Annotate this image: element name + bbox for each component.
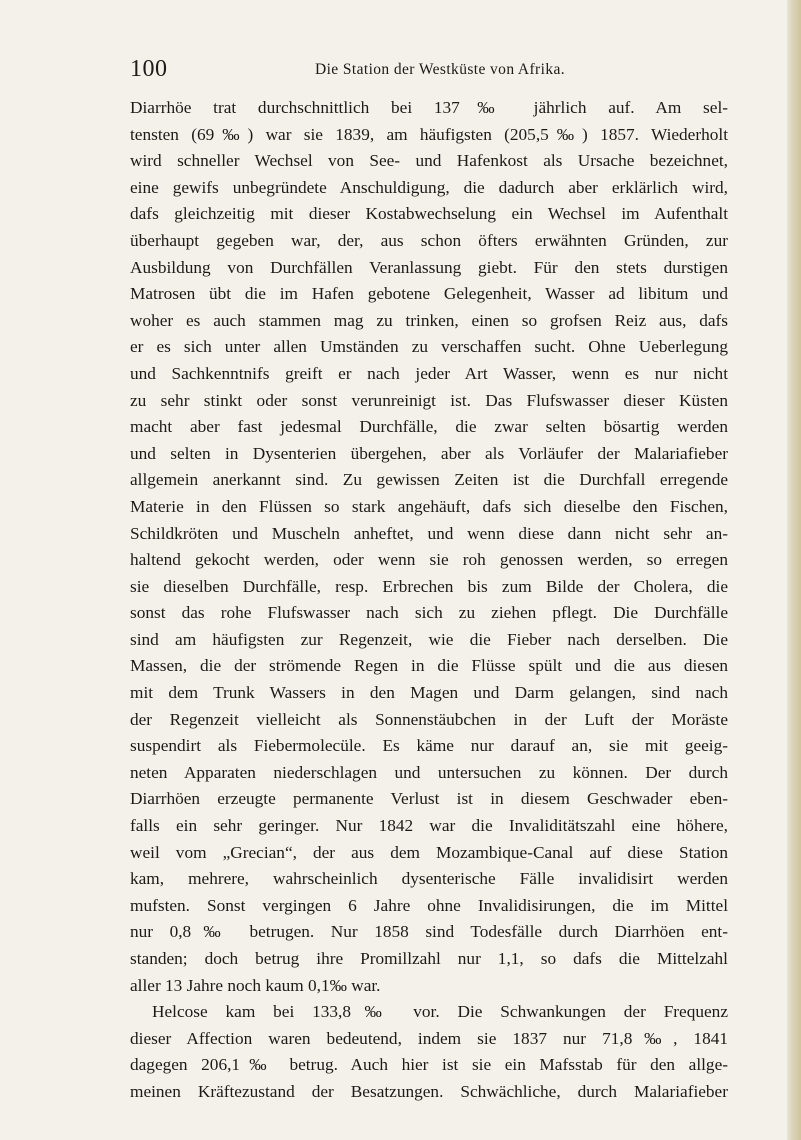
text-line: und Sachkenntnifs greift er nach jeder Art Wasser, wenn es nur nicht — [130, 363, 728, 383]
text-line: kam, mehrere, wahrscheinlich dysenterische Fälle invalidisirt werden — [130, 869, 728, 889]
text-line: Helcose kam bei 133,8‰ vor. Die Schwankungen der Frequenz — [152, 1002, 728, 1022]
text-line: und selten in Dysenterien übergehen, aber als Vorläufer der Malariafieber — [130, 443, 728, 463]
text-line: weil vom „Grecian“, der aus dem Mozambique-Canal auf diese Station — [130, 842, 728, 862]
text-line: Diarrhöen erzeugte permanente Verlust ist in diesem Geschwader eben- — [130, 789, 728, 809]
text-line: macht aber fast jedesmal Durchfälle, die zwar selten bösartig werden — [130, 417, 728, 437]
text-line: suspendirt als Fiebermolecüle. Es käme nur darauf an, sie mit geeig- — [130, 736, 728, 756]
text-line: Ausbildung von Durchfällen Veranlassung giebt. Für den stets durstigen — [130, 257, 728, 277]
text-line: neten Apparaten niederschlagen und untersuchen zu können. Der durch — [130, 762, 728, 782]
text-line: mit dem Trunk Wassers in den Magen und Darm gelangen, sind nach — [130, 683, 728, 703]
text-line: dagegen 206,1‰ betrug. Auch hier ist sie ein Mafsstab für den allge- — [130, 1055, 728, 1075]
text-line: standen; doch betrug ihre Promillzahl nur 1,1, so dafs die Mittelzahl — [130, 949, 728, 968]
text-line: eine gewifs unbegründete Anschuldigung, die dadurch aber erklärlich wird, — [130, 177, 728, 197]
text-line: zu sehr stinkt oder sonst verunreinigt ist. Das Flufswasser dieser Küsten — [130, 390, 728, 410]
text-line: Materie in den Flüssen so stark angehäuft, dafs sich dieselbe den Fischen, — [130, 496, 728, 516]
text-line: wird schneller Wechsel von See- und Hafenkost als Ursache bezeichnet, — [130, 151, 728, 171]
text-line: der Regenzeit vielleicht als Sonnenstäubchen in der Luft der Moräste — [130, 709, 728, 729]
text-line: allgemein anerkannt sind. Zu gewissen Zeiten ist die Durchfall erregende — [130, 470, 728, 490]
page-edge — [787, 0, 801, 1140]
text-line: haltend gekocht werden, oder wenn sie roh genossen werden, so erregen — [130, 550, 728, 570]
text-line: Matrosen übt die im Hafen gebotene Gelegenheit, Wasser ad libitum und — [130, 284, 728, 304]
running-title: Die Station der Westküste von Afrika. — [315, 61, 566, 78]
text-line: Diarrhöe trat durchschnittlich bei 137‰ jährlich auf. Am sel- — [130, 98, 728, 117]
text-line: sonst das rohe Flufswasser nach sich zu ziehen pflegt. Die Durchfälle — [130, 603, 728, 623]
text-line: aller 13 Jahre noch kaum 0,1‰ war. — [130, 975, 381, 995]
text-line: meinen Kräftezustand der Besatzungen. Schwächliche, durch Malariafieber — [130, 1081, 728, 1101]
text-line: woher es auch stammen mag zu trinken, einen so grofsen Reiz aus, dafs — [130, 310, 728, 330]
text-line: er es sich unter allen Umständen zu verschaffen sucht. Ohne Ueberlegung — [130, 337, 728, 357]
text-line: nur 0,8‰ betrugen. Nur 1858 sind Todesfälle durch Diarrhöen ent- — [130, 922, 728, 942]
page-number: 100 — [130, 56, 168, 82]
text-line: dieser Affection waren bedeutend, indem sie 1837 nur 71,8‰, 1841 — [130, 1028, 728, 1048]
page-header — [130, 56, 730, 86]
text-line: überhaupt gegeben war, der, aus schon öfters erwähnten Gründen, zur — [130, 230, 728, 250]
text-line: dafs gleichzeitig mit dieser Kostabwechselung ein Wechsel im Aufenthalt — [130, 204, 728, 224]
text-line: tensten (69‰) war sie 1839, am häufigsten (205,5‰) 1857. Wiederholt — [130, 124, 728, 144]
body-text — [130, 95, 728, 1106]
text-line: Massen, die der strömende Regen in die Flüsse spült und die aus diesen — [130, 656, 728, 676]
text-line: sind am häufigsten zur Regenzeit, wie die Fieber nach derselben. Die — [130, 629, 728, 649]
text-line: Schildkröten und Muscheln anheftet, und wenn diese dann nicht sehr an- — [130, 523, 728, 543]
text-line: mufsten. Sonst vergingen 6 Jahre ohne Invalidisirungen, die im Mittel — [130, 895, 728, 915]
text-line: sie dieselben Durchfälle, resp. Erbrechen bis zum Bilde der Cholera, die — [130, 576, 728, 596]
text-line: falls ein sehr geringer. Nur 1842 war die Invaliditätszahl eine höhere, — [130, 816, 728, 836]
